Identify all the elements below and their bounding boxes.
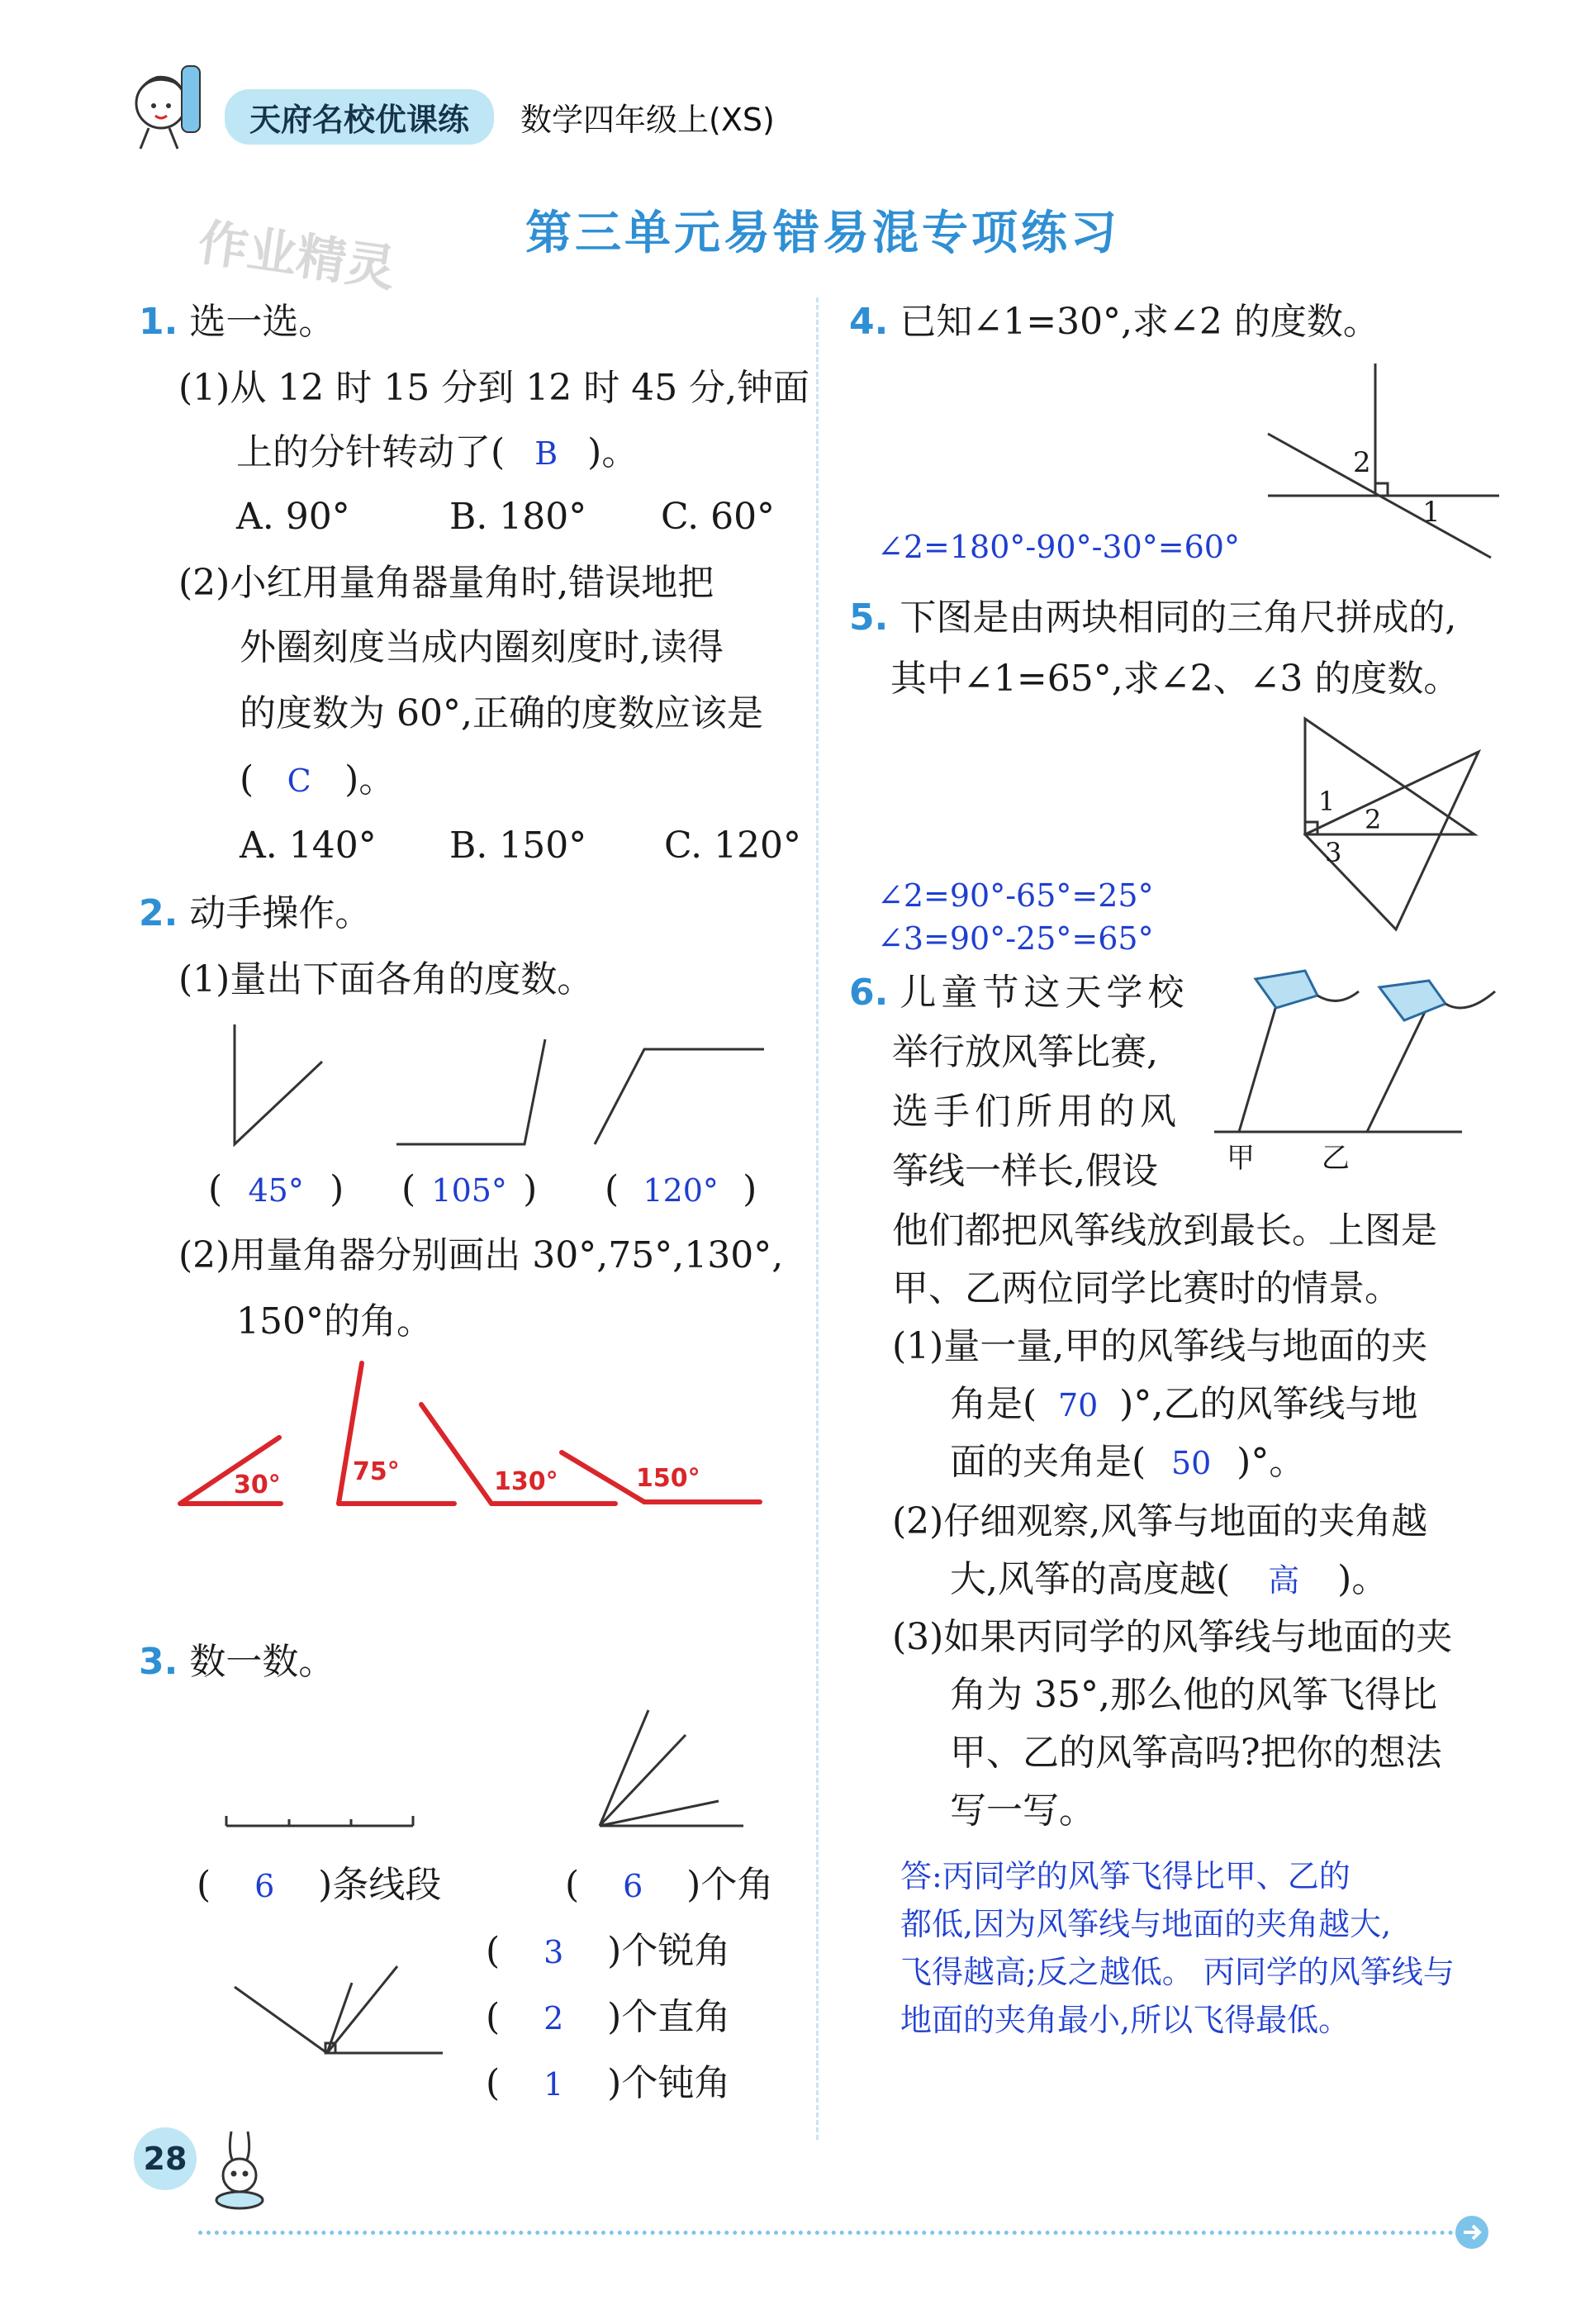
page-title: 第三单元易错易混专项练习 bbox=[525, 207, 1120, 260]
q3-acute-label: )个锐角 bbox=[607, 1930, 731, 1972]
drawn-label-130: 130° bbox=[494, 1467, 558, 1496]
q1-p2-text: ( bbox=[240, 758, 254, 801]
column-divider bbox=[816, 297, 819, 2140]
q5-line2: 其中∠1=65°,求∠2、∠3 的度数。 bbox=[890, 658, 1460, 700]
q6-number: 6. bbox=[849, 972, 889, 1014]
q6-answer-line3: 飞得越高;反之越低。 丙同学的风筝线与 bbox=[900, 1954, 1455, 1990]
q1-p1-line2 bbox=[236, 428, 638, 478]
q4-label-1: 1 bbox=[1422, 496, 1441, 529]
q1-p1-option-a: A. 90° bbox=[236, 496, 350, 538]
q6-line2: 举行放风筝比赛, bbox=[892, 1031, 1158, 1073]
q6-line6: 甲、乙两位同学比赛时的情景。 bbox=[892, 1267, 1401, 1309]
q6-p2-text-3: )。 bbox=[1337, 1558, 1389, 1600]
q1-p2-answer: C bbox=[287, 763, 311, 799]
drawn-label-75: 75° bbox=[353, 1457, 400, 1486]
cartoon-rabbit-icon bbox=[202, 2127, 285, 2210]
q1-p2-line1: (2)小红用量角器量角时,错误地把 bbox=[178, 562, 714, 604]
q6-p3-line3: 甲、乙的风筝高吗?把你的想法 bbox=[950, 1732, 1442, 1774]
q1-p1-end: )。 bbox=[587, 431, 638, 473]
q3-obtuse-answer: 1 bbox=[544, 2066, 564, 2103]
page-number: 28 bbox=[134, 2127, 197, 2190]
q1-p1-line1: (1)从 12 时 15 分到 12 时 45 分,钟面 bbox=[178, 367, 810, 409]
series-name: 天府名校优课练 bbox=[225, 89, 494, 145]
q1-p2-option-a: A. 140° bbox=[240, 825, 377, 867]
q6-answer-line1: 答:丙同学的风筝飞得比甲、乙的 bbox=[900, 1858, 1351, 1894]
kite-yi-icon bbox=[1379, 981, 1495, 1020]
q5-label-3: 3 bbox=[1325, 837, 1342, 868]
q4-angle-figure bbox=[1268, 364, 1507, 566]
q6-p3-line2: 角为 35°,那么他的风筝飞得比 bbox=[950, 1674, 1437, 1716]
q1-text: 选一选。 bbox=[189, 301, 335, 343]
q6-kite-figure bbox=[1214, 971, 1507, 1136]
q2-answer-3-value: 120° bbox=[643, 1172, 719, 1209]
q6-line1 bbox=[849, 968, 1189, 1018]
q2-p2-line2: 150°的角。 bbox=[236, 1300, 433, 1343]
q1-number: 1. bbox=[139, 301, 178, 343]
q3-right-label: )个直角 bbox=[607, 1996, 731, 2038]
q6-p2-line1: (2)仔细观察,风筝与地面的夹角越 bbox=[892, 1500, 1428, 1542]
watermark: 作业精灵 bbox=[194, 213, 400, 299]
q5-label-2: 2 bbox=[1365, 804, 1382, 835]
q6-p1-text-4: 面的夹角是( bbox=[950, 1441, 1146, 1483]
subject-label: 数学四年级上(XS) bbox=[520, 102, 775, 138]
q6-p1-answer-1: 70 bbox=[1057, 1387, 1099, 1423]
q1-p2-line2: 外圈刻度当成内圈刻度时,读得 bbox=[240, 626, 724, 668]
q1-p2-end: )。 bbox=[344, 758, 396, 801]
q5-text-1: 下图是由两块相同的三角尺拼成的, bbox=[900, 596, 1457, 639]
q3-segments-line: ( 6 )条线段 bbox=[197, 1861, 441, 1911]
q1-p2-line4 bbox=[240, 755, 395, 806]
q5-work-1: ∠2=90°-65°=25° bbox=[877, 877, 1154, 914]
q4-prompt bbox=[849, 297, 1379, 347]
q6-line5: 他们都把风筝线放到最长。上图是 bbox=[892, 1210, 1437, 1252]
q6-answer-line4: 地面的夹角最小,所以飞得最低。 bbox=[900, 2002, 1351, 2038]
q3-angles-answer: 6 bbox=[623, 1868, 643, 1904]
q6-p1-text-3: )°,乙的风筝线与地 bbox=[1119, 1383, 1418, 1425]
q6-p1-text-2: 角是( bbox=[950, 1383, 1037, 1425]
q3-text: 数一数。 bbox=[189, 1641, 335, 1683]
q3-angles-line: ( 6 )个角 bbox=[565, 1861, 773, 1911]
q6-p1-line3 bbox=[950, 1438, 1305, 1488]
q2-p1: (1)量出下面各角的度数。 bbox=[178, 958, 594, 1000]
q2-prompt bbox=[139, 889, 371, 939]
q1-p1-option-c: C. 60° bbox=[661, 496, 776, 538]
q6-p1-text-5: )°。 bbox=[1237, 1441, 1306, 1483]
q2-answer-1: ( 45° ) bbox=[208, 1165, 344, 1215]
q4-text: 已知∠1=30°,求∠2 的度数。 bbox=[900, 301, 1379, 343]
q1-p1-option-b: B. 180° bbox=[449, 496, 587, 538]
q1-prompt bbox=[139, 297, 335, 347]
footer-dotted-line bbox=[198, 2231, 1470, 2235]
q3-angles-label: )个角 bbox=[686, 1864, 774, 1906]
arrow-right-icon bbox=[1454, 2214, 1490, 2250]
q6-p2-line2 bbox=[950, 1555, 1388, 1605]
q6-p3-line4: 写一写。 bbox=[950, 1789, 1095, 1832]
q6-p1-line2 bbox=[950, 1380, 1417, 1430]
q2-answer-2-value: 105° bbox=[431, 1172, 507, 1209]
q2-answer-3: ( 120° ) bbox=[605, 1165, 757, 1215]
q6-label-yi: 乙 bbox=[1322, 1142, 1350, 1175]
q3-right-line: ( 2 )个直角 bbox=[486, 1993, 730, 2043]
q3-rays-figure bbox=[595, 1702, 752, 1834]
q6-p1-answer-2: 50 bbox=[1170, 1445, 1212, 1481]
q2-answer-2: ( 105° ) bbox=[401, 1165, 537, 1215]
q3-number: 3. bbox=[139, 1641, 178, 1683]
q3-segments-answer: 6 bbox=[254, 1868, 275, 1904]
angle-45-figure bbox=[235, 1024, 322, 1144]
q3-acute-answer: 3 bbox=[544, 1934, 564, 1970]
q6-line3: 选手们所用的风 bbox=[892, 1091, 1181, 1133]
kite-jia-icon bbox=[1256, 971, 1359, 1008]
q5-work-2: ∠3=90°-25°=65° bbox=[877, 920, 1154, 957]
q6-answer-line2: 都低,因为风筝线与地面的夹角越大, bbox=[900, 1906, 1392, 1942]
drawn-label-30: 30° bbox=[234, 1471, 281, 1499]
q2-number: 2. bbox=[139, 892, 178, 934]
q3-acute-line: ( 3 )个锐角 bbox=[486, 1927, 730, 1977]
q6-p3-line1: (3)如果丙同学的风筝线与地面的夹 bbox=[892, 1616, 1453, 1658]
q4-work: ∠2=180°-90°-30°=60° bbox=[877, 529, 1240, 565]
q5-number: 5. bbox=[849, 596, 889, 639]
q6-text-1: 儿童节这天学校 bbox=[900, 972, 1189, 1014]
cartoon-girl-icon bbox=[124, 58, 215, 157]
drawn-label-150: 150° bbox=[636, 1464, 700, 1493]
q1-p1-answer: B bbox=[534, 435, 558, 472]
q3-prompt bbox=[139, 1637, 335, 1687]
q6-p2-text-2: 大,风筝的高度越( bbox=[950, 1558, 1231, 1600]
q1-p1-text: 上的分针转动了( bbox=[236, 431, 506, 473]
angle-120-figure bbox=[595, 1049, 764, 1144]
q3-right-answer: 2 bbox=[544, 2000, 564, 2036]
q3-right-angle-figure bbox=[228, 1958, 451, 2065]
q2-answer-1-value: 45° bbox=[248, 1172, 304, 1209]
angle-105-figure bbox=[396, 1039, 545, 1144]
q3-obtuse-label: )个钝角 bbox=[607, 2062, 731, 2104]
q5-line1 bbox=[849, 593, 1456, 643]
q1-p2-line3: 的度数为 60°,正确的度数应该是 bbox=[240, 692, 763, 734]
q2-text: 动手操作。 bbox=[189, 892, 372, 934]
q3-obtuse-line: ( 1 )个钝角 bbox=[486, 2059, 730, 2109]
q4-number: 4. bbox=[849, 301, 889, 343]
q2-angle-figures bbox=[223, 1016, 785, 1157]
q1-p2-option-c: C. 120° bbox=[664, 825, 802, 867]
q3-segment-figure bbox=[223, 1801, 421, 1834]
q2-p2-line1: (2)用量角器分别画出 30°,75°,130°, bbox=[178, 1234, 784, 1276]
q6-line4: 筝线一样长,假设 bbox=[892, 1150, 1158, 1192]
q1-p2-option-b: B. 150° bbox=[449, 825, 587, 867]
q6-p1-line1: (1)量一量,甲的风筝线与地面的夹 bbox=[892, 1325, 1428, 1367]
q6-p2-answer: 高 bbox=[1268, 1562, 1300, 1599]
q6-label-jia: 甲 bbox=[1227, 1142, 1255, 1175]
q5-label-1: 1 bbox=[1318, 786, 1336, 817]
q5-work-2-clip bbox=[877, 919, 1154, 957]
q3-segments-label: )条线段 bbox=[318, 1864, 442, 1906]
q4-label-2: 2 bbox=[1353, 446, 1371, 479]
